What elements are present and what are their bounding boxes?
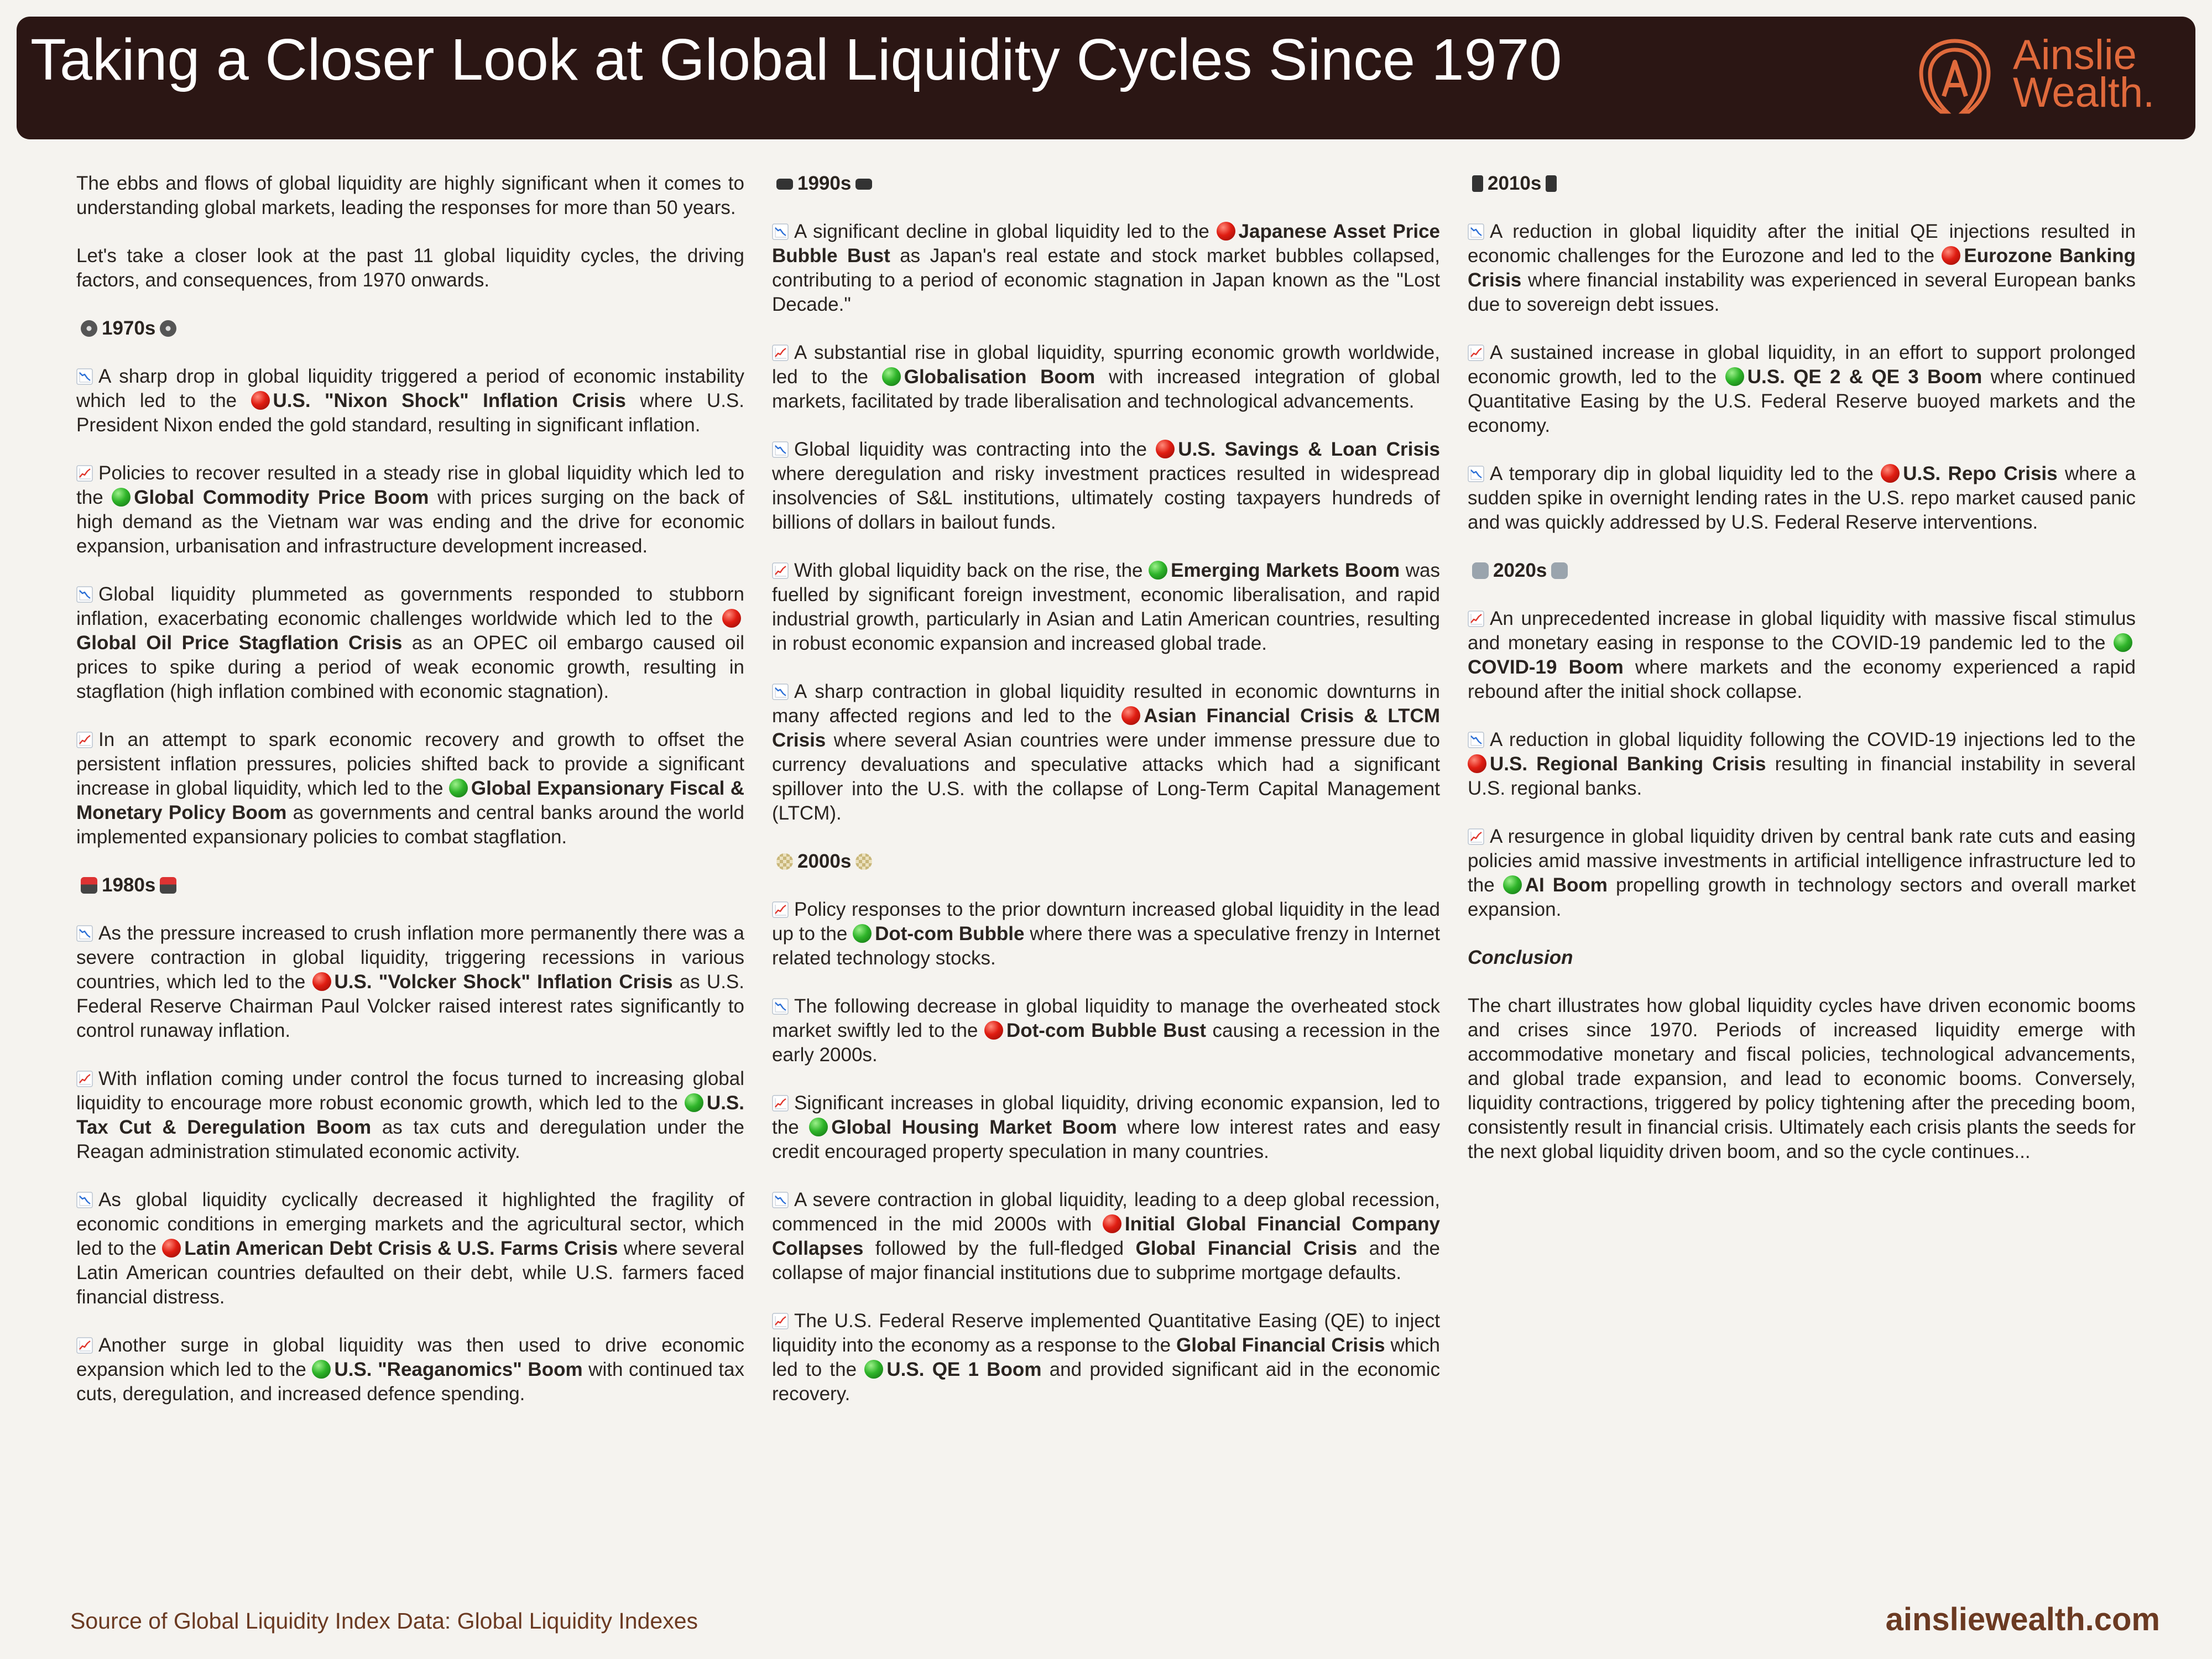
disco-ball-icon bbox=[776, 853, 793, 870]
website-link[interactable]: ainsliewealth.com bbox=[1885, 1601, 2160, 1637]
chart-increasing-icon bbox=[76, 465, 93, 482]
red-circle-icon bbox=[1468, 754, 1486, 773]
section-heading-1990s: 1990s bbox=[772, 171, 1440, 196]
paragraph-1990s-2: A substantial rise in global liquidity, spurring economic growth worldwide, led to the Globalisation Boom with increased integration of global markets, facilitated by trade liberalisation and technological advancements. bbox=[772, 342, 1440, 412]
chart-increasing-icon bbox=[1468, 611, 1484, 627]
crisis-label: U.S. "Volcker Shock" Inflation Crisis bbox=[334, 971, 673, 993]
chart-decreasing-icon bbox=[1468, 466, 1484, 482]
paragraph-1980s-3: As global liquidity cyclically decreased it highlighted the fragility of economic conditions in emerging markets and the agricultural sector, which led to the Latin American Debt Crisis & U.S. Farms Crisis where several Latin American countries defaulted on their debt, while U.S. farmers faced financial distress. bbox=[76, 1189, 744, 1308]
red-circle-icon bbox=[1103, 1214, 1121, 1233]
page-title: Taking a Closer Look at Global Liquidity Cycles Since 1970 bbox=[30, 27, 1562, 92]
boom-label: U.S. QE 1 Boom bbox=[886, 1359, 1042, 1380]
robot-icon bbox=[1472, 562, 1489, 579]
paragraph-2010s-1: A reduction in global liquidity after the initial QE injections resulted in economic challenges for the Eurozone and led to the Eurozone Banking Crisis where financial instability was experienced in several European banks due to sovereign debt issues. bbox=[1468, 221, 2136, 315]
paragraph-2000s-3: Significant increases in global liquidity, driving economic expansion, led to the Global Housing Market Boom where low interest rates and easy credit encouraged property speculation in many countries. bbox=[772, 1092, 1440, 1162]
paragraph-1970s-1: A sharp drop in global liquidity triggered a period of economic instability which led to the U.S. "Nixon Shock" Inflation Crisis where U.S. President Nixon ended the gold standard, resulting in significant inflation. bbox=[76, 366, 744, 436]
section-heading-1980s: 1980s bbox=[76, 873, 744, 898]
section-heading-1970s: 1970s bbox=[76, 316, 744, 341]
crisis-label: Eurozone Banking Crisis bbox=[1468, 245, 2136, 291]
section-heading-2000s: 2000s bbox=[772, 849, 1440, 874]
brand-logo bbox=[1913, 29, 2168, 116]
green-circle-icon bbox=[882, 367, 901, 386]
green-circle-icon bbox=[1725, 367, 1744, 386]
conclusion-text: The chart illustrates how global liquidity cycles have driven economic booms and crises since 1970. Periods of increased liquidity emerge with accommodative monetary and fiscal policies, technological advancements, and global trade expansion, and lead to economic booms. Conversely, liquidity contractions, triggered by policy tightening after the preceding boom, consistently result in financial crisis. Ultimately each crisis plants the seeds for the next global liquidity driven boom, and so the cycle continues... bbox=[1468, 995, 2136, 1162]
chart-increasing-icon bbox=[76, 732, 93, 748]
chart-decreasing-icon bbox=[772, 441, 789, 458]
paragraph-2000s-1: Policy responses to the prior downturn increased global liquidity in the lead up to the Dot-com Bubble where there was a speculative frenzy in Internet related technology stocks. bbox=[772, 899, 1440, 969]
column-1 bbox=[76, 171, 744, 1430]
boom-label: Global Expansionary Fiscal & Monetary Policy Boom bbox=[76, 778, 744, 823]
paragraph-1990s-4: With global liquidity back on the rise, the Emerging Markets Boom was fuelled by significant foreign investment, economic liberalisation, and rapid industrial growth, particularly in Asian and Latin American countries, resulting in robust economic expansion and increased global trade. bbox=[772, 560, 1440, 654]
paragraph-2020s-2: A reduction in global liquidity following the COVID-19 injections led to the U.S. Regional Banking Crisis resulting in financial instability in several U.S. regional banks. bbox=[1468, 729, 2136, 799]
joystick-icon bbox=[81, 877, 97, 894]
paragraph-2020s-1: An unprecedented increase in global liquidity with massive fiscal stimulus and monetary easing in response to the COVID-19 pandemic led to the COVID-19 Boom where markets and the economy experienced a rapid rebound after the initial shock collapse. bbox=[1468, 608, 2136, 702]
red-circle-icon bbox=[1217, 222, 1235, 241]
column-3 bbox=[1468, 171, 2136, 1188]
intro-paragraph-1: The ebbs and flows of global liquidity are highly significant when it comes to understanding global markets, leading the responses for more than 50 years. bbox=[76, 173, 744, 218]
chart-decreasing-icon bbox=[76, 1192, 93, 1208]
boom-label: AI Boom bbox=[1525, 874, 1608, 896]
paragraph-1980s-1: As the pressure increased to crush inflation more permanently there was a severe contraction in global liquidity, triggering recessions in various countries, which led to the U.S. "Volcker Shock" Inflation Crisis as U.S. Federal Reserve Chairman Paul Volcker raised interest rates significantly to control runaway inflation. bbox=[76, 922, 744, 1041]
paragraph-1970s-4: In an attempt to spark economic recovery and growth to offset the persistent inflation pressures, policies shifted back to provide a significant increase in global liquidity, which led to the Global Expansionary Fiscal & Monetary Policy Boom as governments and central banks around the world implemented expansionary policies to combat stagflation. bbox=[76, 729, 744, 848]
green-circle-icon bbox=[1503, 875, 1522, 894]
data-source-note: Source of Global Liquidity Index Data: Global Liquidity Indexes bbox=[70, 1608, 698, 1634]
boom-label: Dot-com Bubble bbox=[875, 923, 1025, 945]
chart-decreasing-icon bbox=[76, 368, 93, 385]
paragraph-2000s-4: A severe contraction in global liquidity, leading to a deep global recession, commenced in the mid 2000s with Initial Global Financial Company Collapses followed by the full-fledged Global Financial Crisis and the collapse of major financial institutions due to subprime mortgage defaults. bbox=[772, 1189, 1441, 1284]
paragraph-1990s-5: A sharp contraction in global liquidity resulted in economic downturns in many affected regions and led to the Asian Financial Crisis & LTCM Crisis where several Asian countries were under immense pressure due to currency devaluations and speculative attacks which had a significant spillover into the U.S. with the collapse of Long-Term Capital Management (LTCM). bbox=[772, 681, 1440, 824]
green-circle-icon bbox=[112, 488, 131, 507]
boom-label: Globalisation Boom bbox=[904, 366, 1095, 388]
crisis-label: Latin American Debt Crisis & U.S. Farms Crisis bbox=[184, 1238, 618, 1259]
green-circle-icon bbox=[1149, 561, 1167, 580]
ainslie-logo-icon bbox=[1913, 35, 1996, 118]
red-circle-icon bbox=[162, 1239, 181, 1258]
red-circle-icon bbox=[984, 1021, 1003, 1040]
boom-label: U.S. Tax Cut & Deregulation Boom bbox=[76, 1092, 744, 1138]
boom-label: Global Housing Market Boom bbox=[831, 1117, 1117, 1138]
chart-decreasing-icon bbox=[772, 1192, 789, 1208]
green-circle-icon bbox=[853, 924, 872, 943]
paragraph-2000s-5: The U.S. Federal Reserve implemented Quantitative Easing (QE) to inject liquidity into the economy as a response to the Global Financial Crisis which led to the U.S. QE 1 Boom and provided significant aid in the economic recovery. bbox=[772, 1310, 1441, 1405]
conclusion-heading: Conclusion bbox=[1468, 947, 1573, 968]
chart-increasing-icon bbox=[772, 1313, 789, 1329]
paragraph-1990s-3: Global liquidity was contracting into the U.S. Savings & Loan Crisis where deregulation and risky investment practices resulted in widespread insolvencies of S&L institutions, ultimately costing taxpayers hundreds of billions of dollars in bailout funds. bbox=[772, 439, 1440, 533]
chart-decreasing-icon bbox=[1468, 223, 1484, 240]
chart-decreasing-icon bbox=[1468, 732, 1484, 748]
chart-increasing-icon bbox=[1468, 828, 1484, 845]
chart-increasing-icon bbox=[76, 1071, 93, 1087]
crisis-label: Global Oil Price Stagflation Crisis bbox=[76, 632, 403, 654]
boom-label: Emerging Markets Boom bbox=[1171, 560, 1400, 581]
paragraph-2020s-3: A resurgence in global liquidity driven by central bank rate cuts and easing policies amid massive investments in artificial intelligence infrastructure led to the AI Boom propelling growth in technology sectors and overall market expansion. bbox=[1468, 826, 2136, 920]
boom-label: COVID-19 Boom bbox=[1468, 656, 1624, 678]
vinyl-record-icon bbox=[160, 320, 176, 337]
green-circle-icon bbox=[864, 1360, 883, 1379]
chart-increasing-icon bbox=[772, 345, 789, 361]
logo-wordmark-line2: Wealth. bbox=[2013, 69, 2155, 116]
crisis-label: Global Financial Crisis bbox=[1135, 1238, 1358, 1259]
green-circle-icon bbox=[2114, 633, 2132, 652]
red-circle-icon bbox=[1942, 246, 1960, 265]
chart-increasing-icon bbox=[772, 1095, 789, 1112]
joystick-icon bbox=[160, 877, 176, 894]
chart-decreasing-icon bbox=[772, 684, 789, 700]
red-circle-icon bbox=[722, 609, 741, 628]
column-2 bbox=[772, 171, 1440, 1430]
green-circle-icon bbox=[685, 1093, 703, 1112]
crisis-label: Global Financial Crisis bbox=[1176, 1334, 1385, 1356]
crisis-label: U.S. Savings & Loan Crisis bbox=[1178, 439, 1440, 460]
crisis-label: Asian Financial Crisis & LTCM Crisis bbox=[772, 705, 1440, 751]
paragraph-2010s-2: A sustained increase in global liquidity, in an effort to support prolonged economic growth, led to the U.S. QE 2 & QE 3 Boom where continued Quantitative Easing by the U.S. Federal Reserve buoyed markets and the economy. bbox=[1468, 342, 2136, 436]
robot-icon bbox=[1551, 562, 1568, 579]
boom-label: U.S. "Reaganomics" Boom bbox=[334, 1359, 583, 1380]
videocassette-icon bbox=[776, 179, 793, 190]
chart-increasing-icon bbox=[772, 562, 789, 579]
green-circle-icon bbox=[809, 1118, 828, 1136]
red-circle-icon bbox=[1121, 706, 1140, 725]
green-circle-icon bbox=[312, 1360, 331, 1379]
paragraph-1970s-2: Policies to recover resulted in a steady rise in global liquidity which led to the Global Commodity Price Boom with prices surging on the back of high demand as the Vietnam war was ending and the drive for economic expansion, urbanisation and infrastructure development increased. bbox=[76, 462, 744, 557]
logo-wordmark-line1: Ainslie bbox=[2013, 32, 2137, 79]
crisis-label: Initial Global Financial Company Collapses bbox=[772, 1213, 1441, 1259]
mobile-phone-icon bbox=[1472, 175, 1483, 192]
paragraph-1990s-1: A significant decline in global liquidity led to the Japanese Asset Price Bubble Bust as Japan's real estate and stock market bubbles collapsed, contributing to a period of economic stagnation in Japan known as the "Lost Decade." bbox=[772, 221, 1440, 315]
paragraph-1980s-2: With inflation coming under control the focus turned to increasing global liquidity to encourage more robust economic growth, which led to the U.S. Tax Cut & Deregulation Boom as tax cuts and deregulation under the Reagan administration stimulated economic activity. bbox=[76, 1068, 744, 1162]
red-circle-icon bbox=[251, 391, 270, 410]
section-heading-2010s: 2010s bbox=[1468, 171, 2136, 196]
paragraph-2000s-2: The following decrease in global liquidity to manage the overheated stock market swiftly led to the Dot-com Bubble Bust causing a recession in the early 2000s. bbox=[772, 995, 1440, 1066]
green-circle-icon bbox=[449, 779, 468, 797]
crisis-label: Japanese Asset Price Bubble Bust bbox=[772, 221, 1440, 267]
crisis-label: U.S. "Nixon Shock" Inflation Crisis bbox=[273, 390, 626, 411]
vinyl-record-icon bbox=[81, 320, 97, 337]
disco-ball-icon bbox=[855, 853, 872, 870]
chart-decreasing-icon bbox=[76, 586, 93, 603]
chart-decreasing-icon bbox=[772, 998, 789, 1015]
chart-increasing-icon bbox=[772, 901, 789, 918]
section-heading-2020s: 2020s bbox=[1468, 559, 2136, 583]
boom-label: U.S. QE 2 & QE 3 Boom bbox=[1747, 366, 1983, 388]
paragraph-1980s-4: Another surge in global liquidity was then used to drive economic expansion which led to the U.S. "Reaganomics" Boom with continued tax cuts, deregulation, and increased defence spending. bbox=[76, 1334, 745, 1405]
red-circle-icon bbox=[1156, 440, 1175, 458]
paragraph-2010s-3: A temporary dip in global liquidity led to the U.S. Repo Crisis where a sudden spike in overnight lending rates in the U.S. repo market caused panic and was quickly addressed by U.S. Federal Reserve interventions. bbox=[1468, 463, 2136, 533]
crisis-label: Dot-com Bubble Bust bbox=[1006, 1020, 1207, 1041]
red-circle-icon bbox=[1881, 464, 1900, 483]
videocassette-icon bbox=[855, 179, 872, 190]
boom-label: Global Commodity Price Boom bbox=[134, 487, 429, 508]
crisis-label: U.S. Regional Banking Crisis bbox=[1490, 753, 1766, 775]
chart-increasing-icon bbox=[1468, 345, 1484, 361]
paragraph-1970s-3: Global liquidity plummeted as governments responded to stubborn inflation, exacerbating economic challenges worldwide which led to the Global Oil Price Stagflation Crisis as an OPEC oil embargo caused oil prices to spike during a period of weak economic growth, resulting in stagflation (high inflation combined with economic stagnation). bbox=[76, 583, 744, 702]
red-circle-icon bbox=[312, 972, 331, 991]
intro-paragraph-2: Let's take a closer look at the past 11 global liquidity cycles, the driving factors, and consequences, from 1970 onwards. bbox=[76, 245, 744, 291]
chart-decreasing-icon bbox=[772, 223, 789, 240]
chart-decreasing-icon bbox=[76, 925, 93, 942]
mobile-phone-icon bbox=[1546, 175, 1557, 192]
chart-increasing-icon bbox=[76, 1337, 93, 1354]
crisis-label: U.S. Repo Crisis bbox=[1903, 463, 2058, 484]
